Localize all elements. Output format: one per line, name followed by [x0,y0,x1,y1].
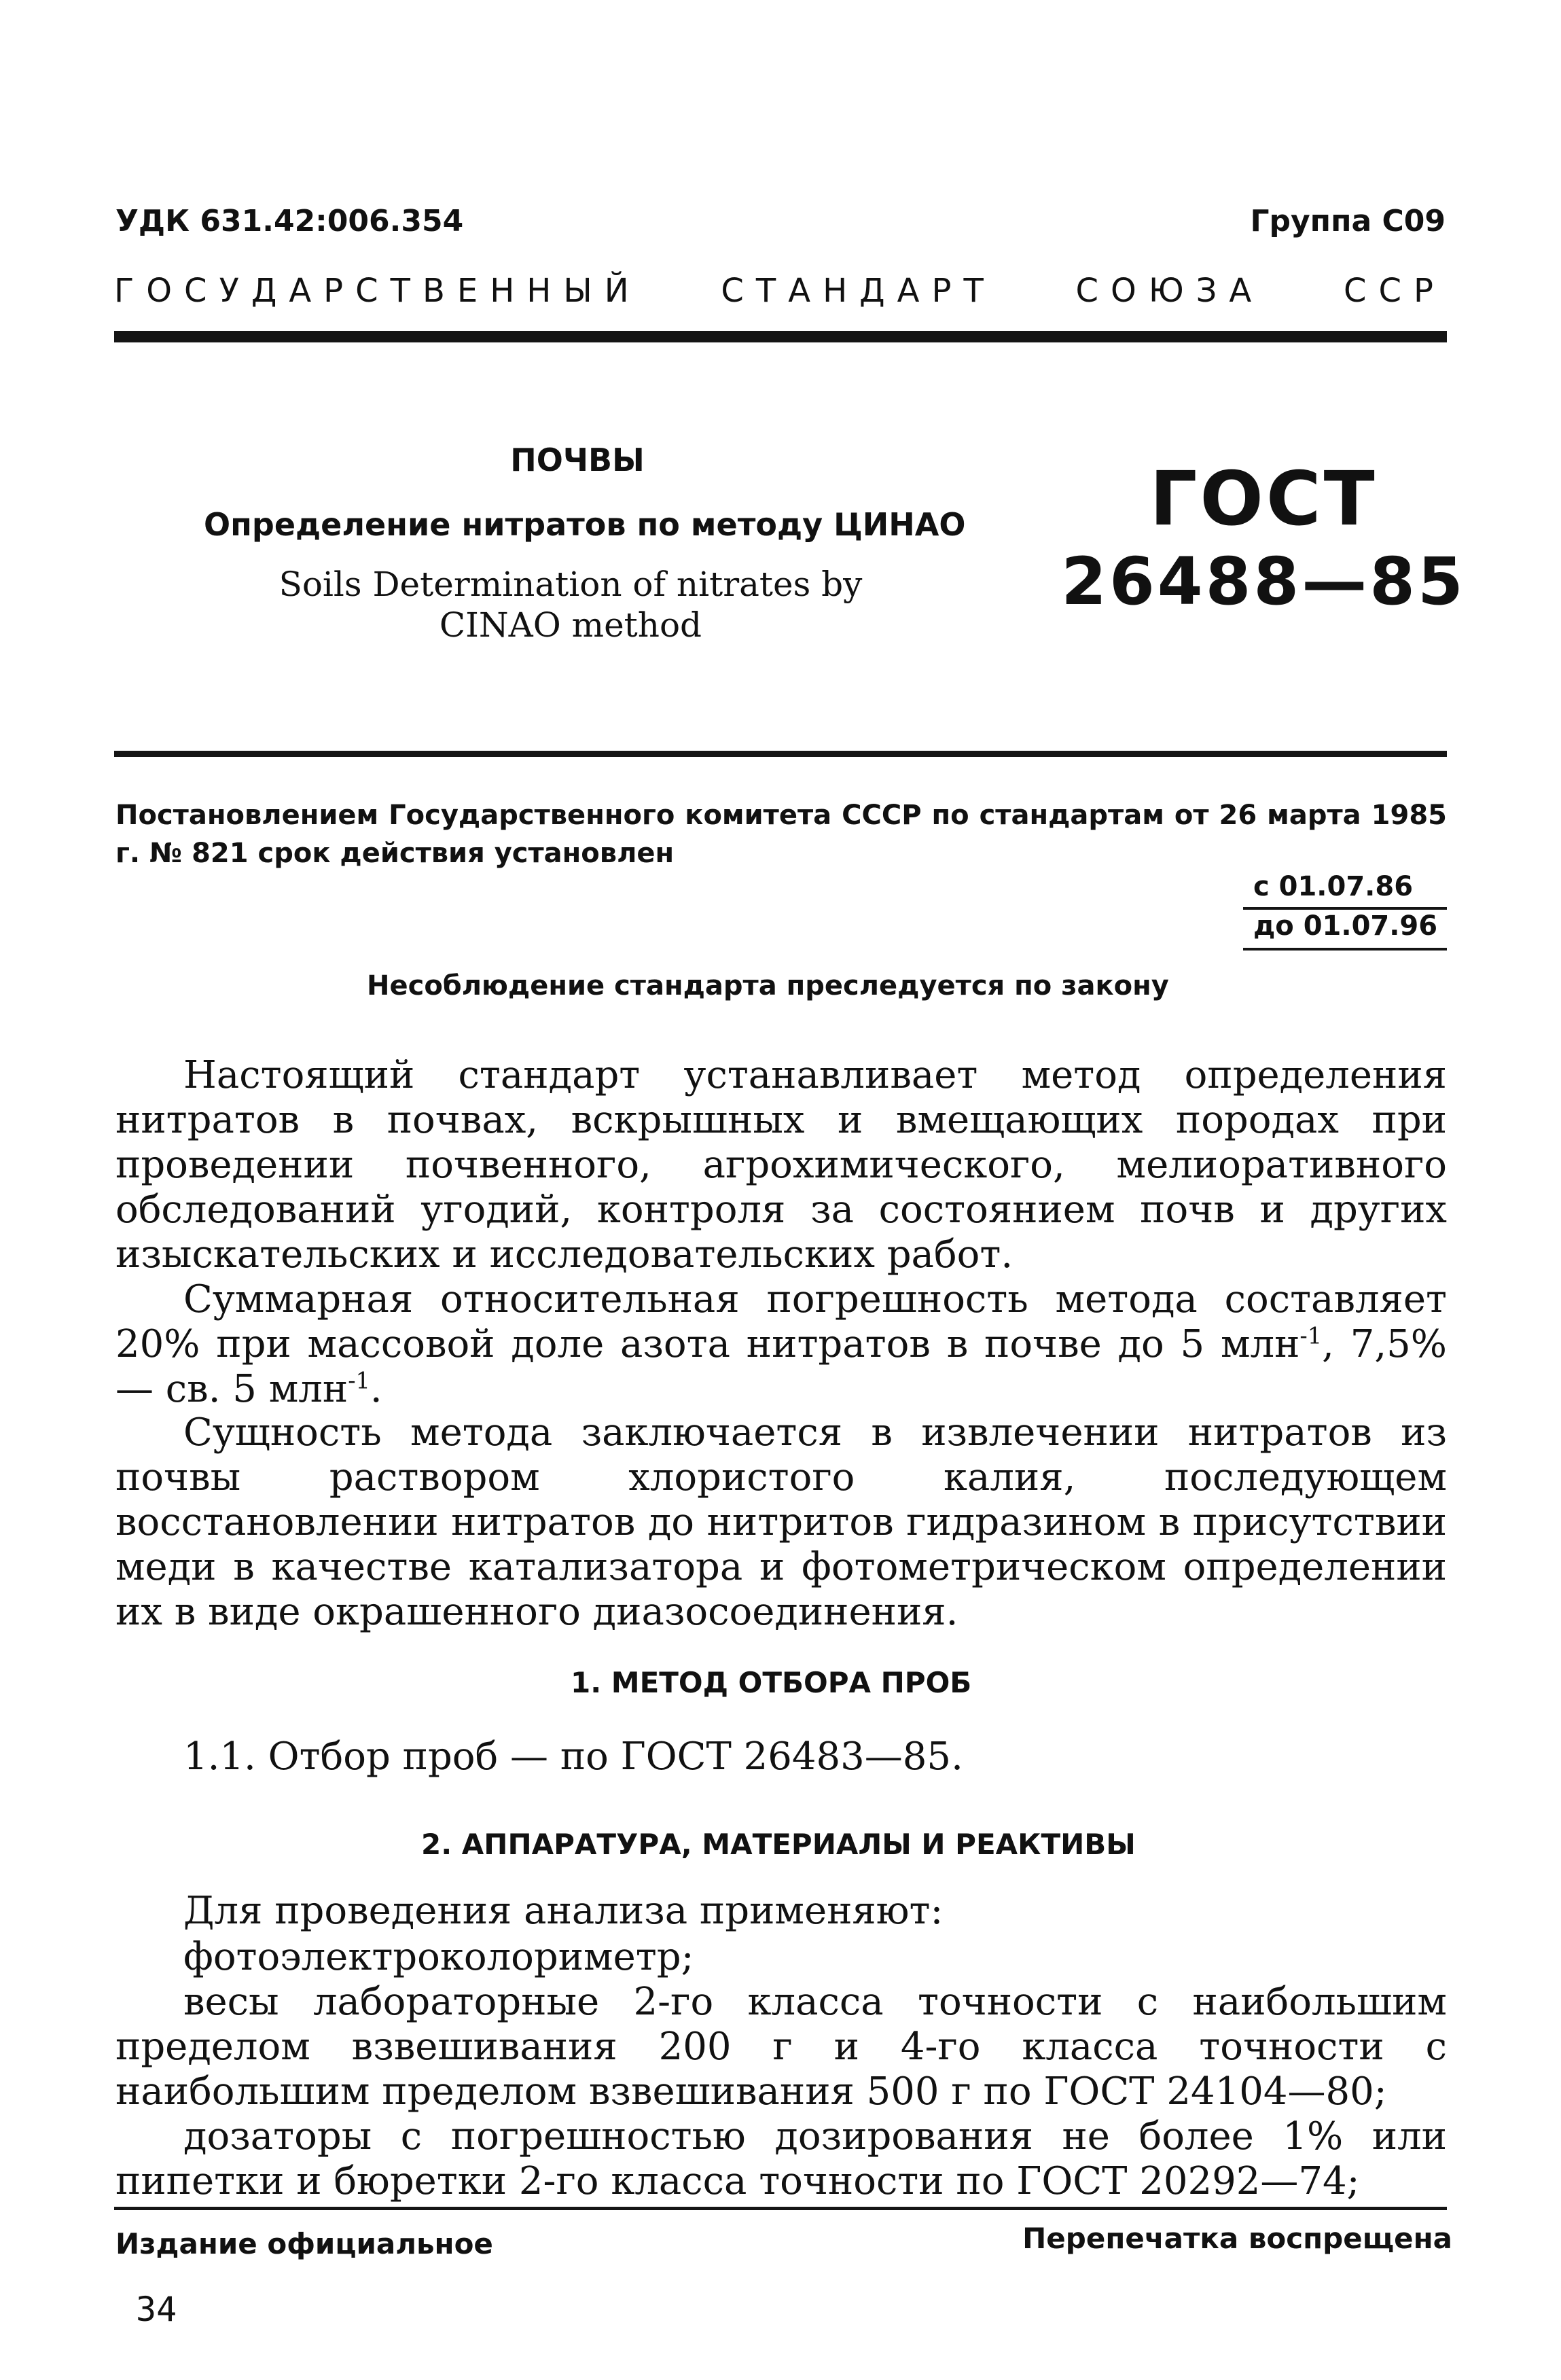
paragraph-error: Суммарная относительная погрешность метода составляет 20% при массовой доле азота нитратов в почве до 5 млн$^{-1}$, 7,5% — св. 5 млн$^{-1}$. [115,1277,1447,1411]
english-title: Soils Determination of nitrates by CINAO method [279,565,863,645]
paragraph-essence: Сущность метода заключается в извлечении нитратов из почвы раствором хлористого калия, последующем восстановлении нитратов до нитритов гидразином в присутствии меди в качестве катализатора и фотометрическом определении их в виде окрашенного диазосоединения. [115,1410,1447,1634]
document-title: ПОЧВЫ [510,442,645,478]
date-divider [1243,907,1447,910]
title-divider [114,751,1447,757]
state-standard-banner [114,272,1446,310]
document-subtitle: Определение нитратов по методу ЦИНАО [204,506,966,543]
banner-word-1: ГОСУДАРСТВЕННЫЙ [114,272,641,310]
page-number: 34 [136,2290,177,2329]
banner-word-4: ССР [1344,272,1446,310]
list-item-photocolorimeter: фотоэлектроколориметр; [183,1935,694,1979]
banner-word-2: СТАНДАРТ [721,272,996,310]
list-item-scales: весы лабораторные 2-го класса точности с наибольшим пределом взвешивания 200 г и 4-го класса точности с наибольшим пределом взвешивания 500 г по ГОСТ 24104—80; [115,1980,1447,2114]
banner-word-3: СОЮЗА [1075,272,1264,310]
gost-label: ГОСТ [1149,455,1378,542]
item-1-1: 1.1. Отбор проб — по ГОСТ 26483—85. [183,1735,963,1779]
paragraph-apparatus-intro: Для проведения анализа применяют: [183,1889,944,1933]
footer-divider [114,2207,1447,2210]
header-divider [114,331,1447,342]
list-item-dispensers: дозаторы с погрешностью дозирования не более 1% или пипетки и бюретки 2-го класса точности по ГОСТ 20292—74; [115,2114,1447,2203]
section-heading-apparatus: 2. АППАРАТУРА, МАТЕРИАЛЫ И РЕАКТИВЫ [421,1828,1136,1861]
group-code: Группа С09 [1250,204,1446,238]
noncompliance-notice: Несоблюдение стандарта преследуется по закону [367,970,1169,1001]
official-edition-label: Издание официальное [115,2227,493,2260]
effective-from: с 01.07.86 [1253,871,1414,902]
section-heading-sampling: 1. МЕТОД ОТБОРА ПРОБ [571,1666,972,1699]
decree-text: Постановлением Государственного комитета СССР по стандартам от 26 марта 1985 г. № 821 срок действия установлен [115,800,1447,869]
date-underline [1243,948,1447,951]
gost-number: 26488—85 [1061,544,1466,620]
reprint-prohibited-label: Перепечатка воспрещена [1022,2222,1452,2255]
udk-code: УДК 631.42:006.354 [115,204,464,238]
paragraph-scope: Настоящий стандарт устанавливает метод определения нитратов в почвах, вскрышных и вмещающих породах при проведении почвенного, агрохимического, мелиоративного обследований угодий, контроля за состоянием почв и других изыскательских и исследовательских работ. [115,1053,1447,1277]
effective-to: до 01.07.96 [1253,910,1438,942]
